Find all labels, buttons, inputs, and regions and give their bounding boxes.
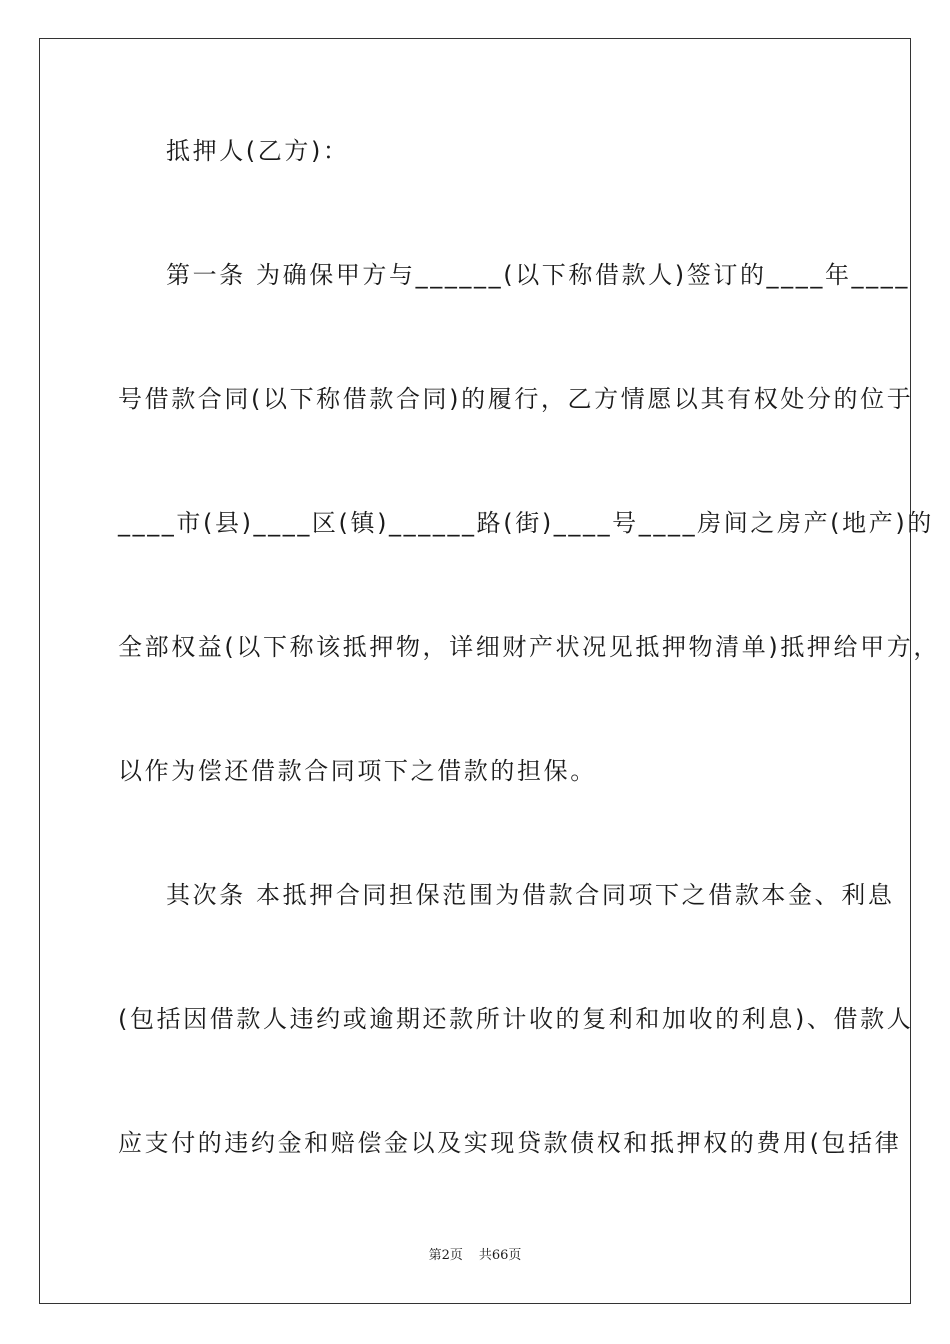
- article-2-line-1: 其次条 本抵押合同担保范围为借款合同项下之借款本金、利息: [166, 881, 895, 909]
- article-2-line-3: 应支付的违约金和赔偿金以及实现贷款债权和抵押权的费用(包括律: [118, 1129, 902, 1157]
- page-total: 共66页: [478, 1248, 522, 1263]
- article-2-line-2: (包括因借款人违约或逾期还款所计收的复利和加收的利息)、借款人: [118, 1005, 914, 1033]
- article-1-line-3: ____市(县)____区(镇)______路(街)____号____房间之房产(地产)的: [118, 509, 934, 537]
- article-1-line-1: 第一条 为确保甲方与______(以下称借款人)签订的____年____: [166, 261, 910, 289]
- article-1-line-5: 以作为偿还借款合同项下之借款的担保。: [118, 757, 597, 785]
- page-footer: [0, 1247, 950, 1265]
- page-number: 第2页: [428, 1248, 463, 1263]
- party-b-label: 抵押人(乙方)：: [166, 137, 350, 165]
- article-1-line-2: 号借款合同(以下称借款合同)的履行，乙方情愿以其有权处分的位于: [118, 385, 914, 413]
- page-border: [39, 38, 940, 1304]
- article-1-line-4: 全部权益(以下称该抵押物，详细财产状况见抵押物清单)抵押给甲方，: [118, 633, 940, 661]
